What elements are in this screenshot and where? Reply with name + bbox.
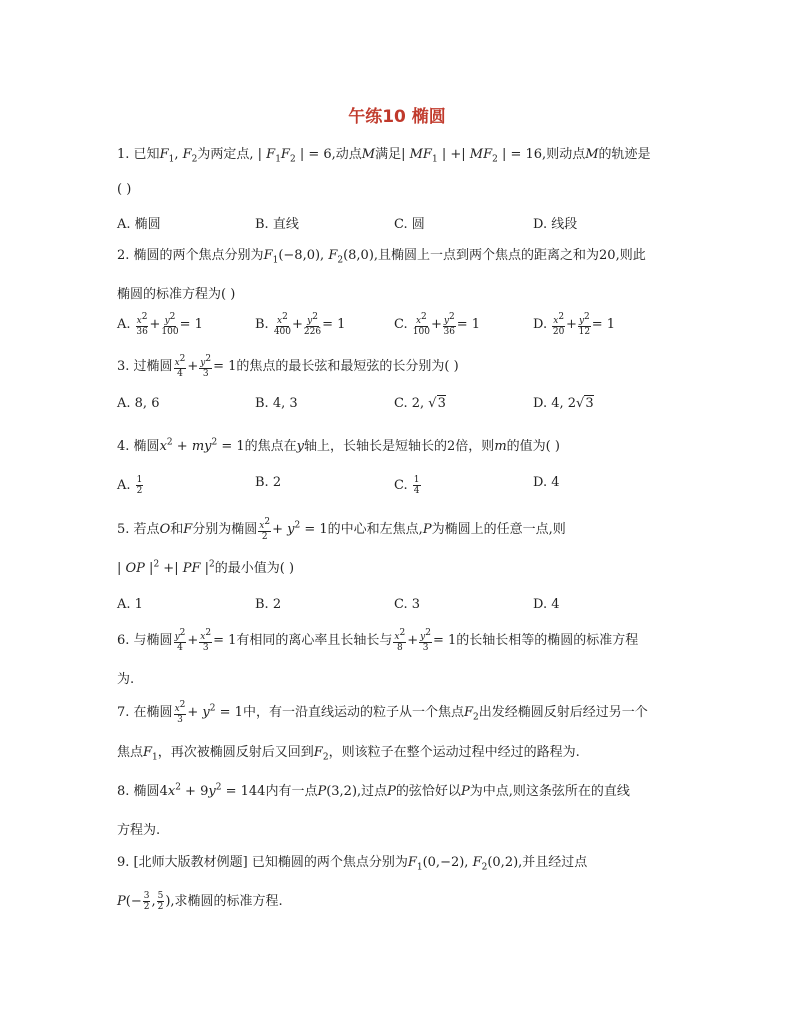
option-b: B. 直线 <box>255 217 299 232</box>
question-7: 7. 在椭圆 $\frac{x^2}{3}$ + $y^2 = 1$中，有一沿直线运动的粒子从一个焦点$F_2$出发经椭圆反射后经过另一个 <box>117 700 648 725</box>
option-c: C. 2, √3 <box>394 396 446 411</box>
option-d: D. 4 <box>533 597 560 612</box>
question-8: 8. 椭圆$4x^2 + 9y^2 = 144$内有一点P(3,2),过点P的弦恰好以P为中点,则这条弦所在的直线 <box>117 782 630 799</box>
option-b: B. 4, 3 <box>255 396 298 411</box>
question-1-paren: ( ) <box>117 182 132 197</box>
option-a: A. 1 <box>117 597 143 612</box>
page-title: 午练10 椭圆 <box>348 107 446 127</box>
question-5: 5. 若点O和F分别为椭圆 $\frac{x^2}{2}$ + $y^2 = 1$的中心和左焦点,P为椭圆上的任意一点,则 <box>117 517 566 542</box>
option-a: A. $\frac{1}{2}$ <box>117 475 143 496</box>
option-b: B. $\frac{x^2}{400}$ + $\frac{y^2}{226}$ = 1 <box>255 312 346 337</box>
option-a: A. 椭圆 <box>117 217 161 232</box>
option-c: C. 3 <box>394 597 421 612</box>
option-c: C. 圆 <box>394 217 425 232</box>
question-2: 2. 椭圆的两个焦点分别为$F_1(-8,0)$, $F_2(8,0)$,且椭圆上一点到两个焦点的距离之和为20,则此 <box>117 248 646 266</box>
question-1: 1. 已知$F_1$, $F_2$为两定点, | $F_1F_2$ | = 6,动点M满足| $MF_1$ | +| $MF_2$ | = 16,则动点M的轨迹是 <box>117 147 651 165</box>
question-9-cont: P(− $\frac{3}{2}$ , $\frac{5}{2}$ ),求椭圆的标准方程. <box>117 891 283 912</box>
question-2-cont: 椭圆的标准方程为( ) <box>117 287 236 302</box>
option-d: D. 线段 <box>533 217 578 232</box>
option-c: C. $\frac{1}{4}$ <box>394 475 420 496</box>
option-d: D. 4 <box>533 475 560 490</box>
question-7-cont: 焦点$F_1$，再次被椭圆反射后又回到$F_2$，则该粒子在整个运动过程中经过的路程为. <box>117 745 580 763</box>
question-3: 3. 过椭圆 $\frac{x^2}{4}$ + $\frac{y^2}{3}$ = 1的焦点的最长弦和最短弦的长分别为( ) <box>117 354 459 379</box>
question-9: 9. [北师大版教材例题] 已知椭圆的两个焦点分别为$F_1(0,-2)$, $F_2(0,2)$,并且经过点 <box>117 855 588 873</box>
option-d: D. 4, 2√3 <box>533 396 594 411</box>
question-6-cont: 为. <box>117 672 135 687</box>
question-6: 6. 与椭圆 $\frac{y^2}{4}$ + $\frac{x^2}{3}$ = 1有相同的离心率且长轴长与 $\frac{x^2}{8}$ + $\frac{y^2}{3}$ = 1的长轴长相等的椭圆的标准方程 <box>117 628 639 653</box>
question-5-cont: | OP $|^2$ +| PF $|^2$的最小值为( ) <box>117 559 295 576</box>
option-b: B. 2 <box>255 475 282 490</box>
option-d: D. $\frac{x^2}{20}$ + $\frac{y^2}{12}$ = 1 <box>533 312 616 337</box>
question-8-cont: 方程为. <box>117 823 161 838</box>
option-a: A. 8, 6 <box>117 396 160 411</box>
option-b: B. 2 <box>255 597 282 612</box>
option-c: C. $\frac{x^2}{100}$ + $\frac{y^2}{36}$ = 1 <box>394 312 480 337</box>
option-a: A. $\frac{x^2}{36}$ + $\frac{y^2}{100}$ = 1 <box>117 312 203 337</box>
question-4: 4. 椭圆$x^2 + my^2 = 1$的焦点在y轴上，长轴长是短轴长的2倍，则m的值为( ) <box>117 437 560 454</box>
